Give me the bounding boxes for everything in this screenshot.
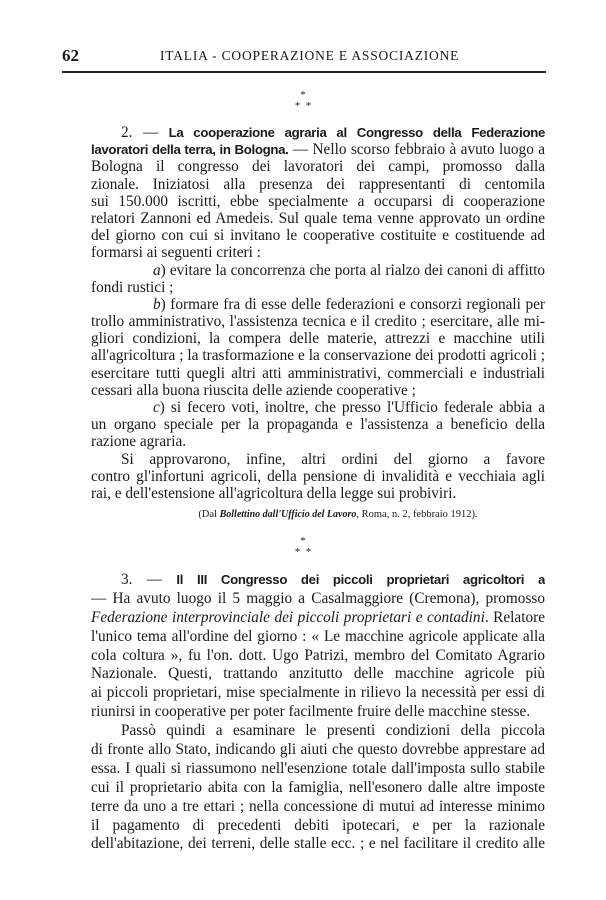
body-text: gliori condizioni, la compera delle materie, attrezzi e macchine utili xyxy=(91,330,545,348)
text-line xyxy=(91,665,545,684)
body-text: dell'abitazione, dei terreni, delle stalle ecc. ; e nel facilitare il credito alle xyxy=(91,835,545,853)
text-line xyxy=(91,779,545,798)
body-text: cola coltura », fu l'on. dott. Ugo Patrizi, membro del Comitato Agrario xyxy=(91,646,545,664)
bold-heading-text: La cooperazione agraria al Congresso della Federazione xyxy=(168,125,545,140)
text-line xyxy=(91,468,545,485)
running-header xyxy=(62,46,546,68)
text-line xyxy=(91,158,545,175)
bold-heading-text: lavoratori della terra, in Bologna. xyxy=(91,142,289,158)
text-line xyxy=(91,571,545,590)
italic-text: a xyxy=(153,261,161,279)
asterism-separator: * * * xyxy=(294,535,312,558)
bold-heading-text: Il III Congresso dei piccoli proprietari agricoltori a xyxy=(176,572,545,587)
body-text: cessari alla buona riuscita delle aziende cooperative ; xyxy=(91,381,416,399)
text-line xyxy=(91,722,545,741)
body-text: Si approvarono, infine, altri ordini del giorno a favore xyxy=(121,450,545,468)
text-line xyxy=(91,741,545,760)
body-text: trollo amministrativo, l'assistenza tecnica e il credito ; esercitare, alle mi- xyxy=(91,313,545,331)
body-text: all'agricoltura ; la trasformazione e la conservazione dei prodotti agricoli ; xyxy=(91,347,545,365)
body-text: esercitare tutti quegli altri atti amministrativi, commerciali e industriali xyxy=(91,364,545,382)
body-text: riunirsi in cooperative per poter facilmente fruire delle macchine stesse. xyxy=(91,703,531,721)
text-line xyxy=(91,330,545,347)
text-line xyxy=(91,798,545,817)
text-line xyxy=(91,628,545,647)
body-text: relatori Zannoni ed Amedeis. Sul quale tema venne approvato un ordine xyxy=(91,209,545,227)
text-line xyxy=(91,279,545,296)
page-number: 62 xyxy=(62,46,79,65)
body-text: Nazionale. Questi, trattando anzitutto delle macchine agricole più xyxy=(91,665,545,683)
running-title: ITALIA - COOPERAZIONE E ASSOCIAZIONE xyxy=(160,48,460,63)
text-line xyxy=(91,485,545,502)
body-text: ) si fecero voti, inoltre, che presso l'Ufficio federale abbia a xyxy=(159,399,545,416)
text-line xyxy=(91,347,545,364)
section-3-body xyxy=(91,571,545,854)
text-line xyxy=(91,760,545,779)
citation xyxy=(91,507,545,523)
text-line xyxy=(91,835,545,854)
text-line xyxy=(91,176,545,193)
body-text: . Relatore xyxy=(484,608,545,626)
body-text: 2. — xyxy=(121,124,169,141)
text-line xyxy=(91,141,545,158)
body-text: il pagamento di precedenti debiti ipotecari, e per la razionale xyxy=(91,816,545,834)
text-line xyxy=(91,365,545,382)
body-text: formarsi ai seguenti criteri : xyxy=(91,244,261,262)
body-text: del giorno con cui si invitano le cooperative costituite e costituende ad xyxy=(91,227,545,245)
text-line xyxy=(91,703,545,722)
body-text: ) formare fra di esse delle federazioni e consorzi regionali per xyxy=(160,295,545,313)
body-text: cui il proprietario abita con la famiglia, nell'esonero dalle altre imposte xyxy=(91,778,545,796)
text-line xyxy=(91,244,545,261)
body-text: Passò quindi a esaminare le presenti condizioni della piccola xyxy=(121,722,545,740)
body-text: terre da uno a tre ettari ; nella concessione di mutui ad interesse minimo xyxy=(91,797,545,815)
body-text: l'unico tema all'ordine del giorno : « Le macchine agricole applicate alla xyxy=(91,627,545,645)
body-text: — Nello scorso febbraio à avuto luogo a xyxy=(288,141,545,159)
text-line xyxy=(91,399,545,416)
body-text: Bologna il congresso dei lavoratori dei campi, promosso dalla xyxy=(91,158,545,176)
text-line xyxy=(91,227,545,244)
text-line xyxy=(91,193,545,210)
text-line xyxy=(91,817,545,836)
italic-text: b xyxy=(153,295,161,313)
text-line xyxy=(91,647,545,666)
text-line xyxy=(91,451,545,468)
body-text: razione agraria. xyxy=(91,433,187,451)
body-text: sui 150.000 iscritti, ebbe specialmente a occuparsi di cooperazione xyxy=(91,192,545,210)
body-text: — Ha avuto luogo il 5 maggio a Casalmaggiore (Cremona), promosso xyxy=(91,589,545,607)
text-line xyxy=(91,416,545,433)
header-rule xyxy=(62,71,546,73)
body-text: contro gl'infortuni agricoli, della pensione di invalidità e vecchiaia agli xyxy=(91,467,545,485)
text-line xyxy=(91,313,545,330)
asterism-separator: * * * xyxy=(294,89,312,112)
italic-text: Federazione interprovinciale dei piccoli proprietari e contadini xyxy=(91,608,485,626)
text-line xyxy=(91,433,545,450)
body-text: rai, e dell'estensione all'agricoltura della legge sui probiviri. xyxy=(91,484,457,502)
body-text: un organo speciale per la propaganda e l'assistenza a beneficio della xyxy=(91,416,545,434)
text-line xyxy=(91,609,545,628)
body-text: essa. I quali si riassumono nell'esenzione totale dall'imposta sullo stabile xyxy=(91,759,545,777)
text-line xyxy=(91,296,545,313)
citation-source: Bollettino dall'Ufficio del Lavoro xyxy=(219,509,357,520)
body-text: 3. — xyxy=(121,571,177,588)
text-line xyxy=(91,124,545,141)
citation-prefix: (Dal xyxy=(198,509,220,520)
text-line xyxy=(91,262,545,279)
body-text: fondi rustici ; xyxy=(91,278,174,296)
body-text: ai piccoli proprietari, mise specialmente in rilievo la necessità per essi di xyxy=(91,684,545,702)
body-text: zionale. Iniziatosi alla presenza dei rappresentanti di centomila xyxy=(91,175,545,193)
text-line xyxy=(91,590,545,609)
text-line xyxy=(91,382,545,399)
citation-suffix: , Roma, n. 2, febbraio 1912). xyxy=(356,509,478,520)
body-text: di fronte allo Stato, indicando gli aiuti che questo dovrebbe apprestare ad xyxy=(91,741,545,759)
text-line xyxy=(91,684,545,703)
body-text: ) evitare la concorrenza che porta al rialzo dei canoni di affitto xyxy=(160,261,545,279)
text-line xyxy=(91,210,545,227)
italic-text: c xyxy=(153,399,160,416)
section-2-body xyxy=(91,124,545,502)
